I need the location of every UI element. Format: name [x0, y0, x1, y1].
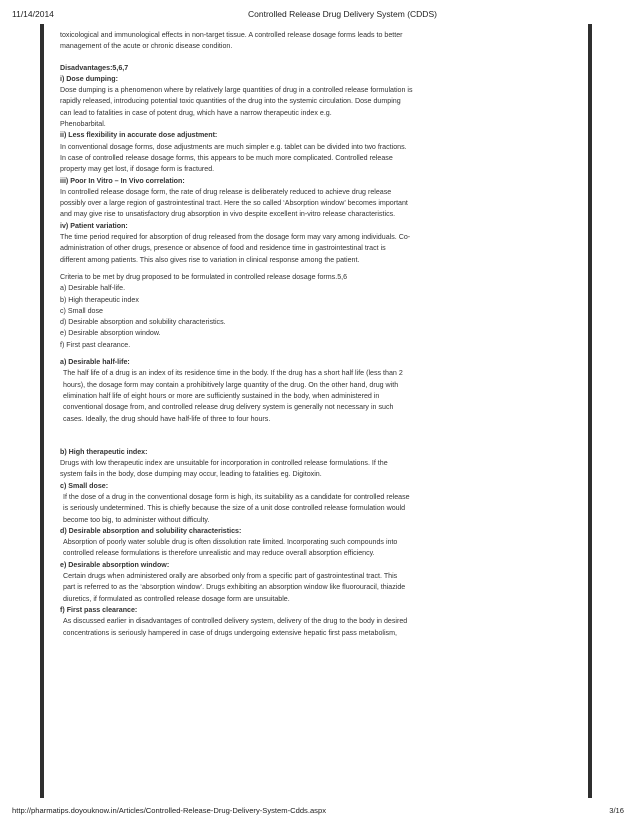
- text-line: Absorption of poorly water soluble drug is often dissolution rate limited. Incorporating such compounds into: [63, 538, 398, 547]
- text-line: administration of other drugs, presence or absence of food and residence time in gastrointestinal tract is: [60, 244, 386, 253]
- text-line: Drugs with low therapeutic index are unsuitable for incorporation in controlled release formulations. If the: [60, 459, 388, 468]
- text-line: If the dose of a drug in the conventional dosage form is high, its suitability as a candidate for controlled release: [63, 492, 410, 501]
- header-date: 11/14/2014: [12, 9, 54, 19]
- text-line: f) First past clearance.: [60, 340, 131, 349]
- footer-page-number: 3/16: [609, 806, 624, 815]
- text-line: The half life of a drug is an index of its residence time in the body. If the drug has a short half life (less than 2: [63, 369, 403, 378]
- text-line: cases. Ideally, the drug should have half-life of three to four hours.: [63, 414, 271, 423]
- text-line: possibly over a large region of gastrointestinal tract. Here the so called ‘Absorption window’ becomes important: [60, 199, 408, 208]
- dose-adjustment-heading: ii) Less flexibility in accurate dose adjustment:: [60, 131, 218, 140]
- dose-dumping-paragraph: [60, 85, 580, 130]
- text-line: toxicological and immunological effects in non-target tissue. A controlled release dosage forms leads to better: [60, 31, 403, 39]
- article-body: [60, 30, 580, 639]
- header-title: Controlled Release Drug Delivery System (CDDS): [248, 9, 437, 19]
- text-line: In case of controlled release dosage forms, this appears to be much more complicated. Controlled release: [60, 153, 393, 162]
- small-dose-heading: c) Small dose:: [60, 481, 109, 490]
- text-line: Certain drugs when administered orally are absorbed only from a specific part of gastrointestinal tract. This: [63, 572, 398, 581]
- patient-variation-heading: iv) Patient variation:: [60, 221, 128, 230]
- text-line: Phenobarbital.: [60, 120, 106, 129]
- therapeutic-index-paragraph: [60, 458, 580, 481]
- text-line: elimination half life of eight hours or more are sufficiently sustained in the body, when administered in: [63, 391, 380, 400]
- first-pass-paragraph: [60, 616, 580, 639]
- text-line: hours), the dosage form may contain a prohibitively large quantity of the drug. On the other hand, drug with: [63, 380, 399, 389]
- text-line: The time period required for absorption of drug released from the dosage form may vary among individuals. Co-: [60, 233, 411, 242]
- dose-dumping-heading: i) Dose dumping:: [60, 74, 118, 83]
- text-line: diuretics, if formulated as controlled release dosage form are unsuitable.: [63, 594, 290, 603]
- text-line: is seriously undetermined. This is chiefly because the size of a unit dose controlled release formulation would: [63, 504, 406, 513]
- text-line: concentrations is seriously hampered in case of drugs undergoing extensive hepatic first pass metabolism,: [63, 628, 397, 637]
- text-line: In controlled release dosage form, the rate of drug release is deliberately reduced to achieve drug release: [60, 187, 392, 196]
- text-line: become too big, to administer without difficulty.: [63, 515, 210, 524]
- text-line: different among patients. This also gives rise to variation in clinical response among the patient.: [60, 255, 360, 264]
- text-line: part is referred to as the ‘absorption window’. Drugs exhibiting an absorption window like fluorouracil, thiazide: [63, 583, 406, 592]
- criteria-list: [60, 283, 580, 351]
- ivivc-paragraph: [60, 187, 580, 221]
- text-line: conventional dosage from, and controlled release drug delivery system is generally not necessary in such: [63, 403, 394, 412]
- absorption-window-heading: e) Desirable absorption window:: [60, 560, 170, 569]
- absorption-window-paragraph: [60, 571, 580, 605]
- text-line: management of the acute or chronic disease condition.: [60, 42, 233, 51]
- first-pass-heading: f) First pass clearance:: [60, 605, 138, 614]
- text-line: c) Small dose: [60, 306, 103, 315]
- dose-adjustment-paragraph: [60, 142, 580, 176]
- absorption-solubility-paragraph: [60, 537, 580, 560]
- disadvantages-heading: Disadvantages:5,6,7: [60, 63, 129, 72]
- half-life-heading: a) Desirable half-life:: [60, 358, 130, 367]
- right-margin-bar: [588, 24, 592, 798]
- text-line: As discussed earlier in disadvantages of controlled delivery system, delivery of the drug to the body in desired: [63, 617, 408, 626]
- footer-url[interactable]: http://pharmatips.doyouknow.in/Articles/Controlled-Release-Drug-Delivery-System-Cdds.aspx: [12, 806, 327, 815]
- text-line: Dose dumping is a phenomenon where by relatively large quantities of drug in a controlled release formulation is: [60, 86, 413, 95]
- text-line: In conventional dosage forms, dose adjustments are much simpler e.g. tablet can be divided into two fractions.: [60, 142, 407, 151]
- criteria-intro: Criteria to be met by drug proposed to be formulated in controlled release dosage forms.5,6: [60, 272, 348, 281]
- text-line: b) High therapeutic index: [60, 295, 139, 304]
- text-line: system fails in the body, dose dumping may occur, leading to fatalities eg. Digitoxin.: [60, 470, 322, 479]
- text-line: can lead to fatalities in case of potent drug, which have a narrow therapeutic index e.g.: [60, 108, 332, 117]
- intro-paragraph: [60, 30, 580, 53]
- text-line: property may get lost, if dosage form is fractured.: [60, 165, 215, 174]
- text-line: e) Desirable absorption window.: [60, 329, 161, 338]
- text-line: a) Desirable half-life.: [60, 284, 126, 293]
- ivivc-heading: iii) Poor In Vitro – In Vivo correlation:: [60, 176, 185, 185]
- text-line: rapidly released, introducing potential toxic quantities of the drug into the systemic circulation. Dose dumping: [60, 97, 401, 106]
- small-dose-paragraph: [60, 492, 580, 526]
- text-line: controlled release formulations is therefore unrealistic and may reduce overall absorption efficiency.: [63, 549, 375, 558]
- therapeutic-index-heading: b) High therapeutic index:: [60, 447, 148, 456]
- half-life-paragraph: [60, 368, 580, 424]
- left-margin-bar: [40, 24, 44, 798]
- text-line: d) Desirable absorption and solubility characteristics.: [60, 318, 226, 327]
- text-line: and may give rise to unsatisfactory drug absorption in vivo despite excellent in-vitro release characteristics.: [60, 210, 396, 219]
- patient-variation-paragraph: [60, 232, 580, 266]
- absorption-solubility-heading: d) Desirable absorption and solubility characteristics:: [60, 526, 242, 535]
